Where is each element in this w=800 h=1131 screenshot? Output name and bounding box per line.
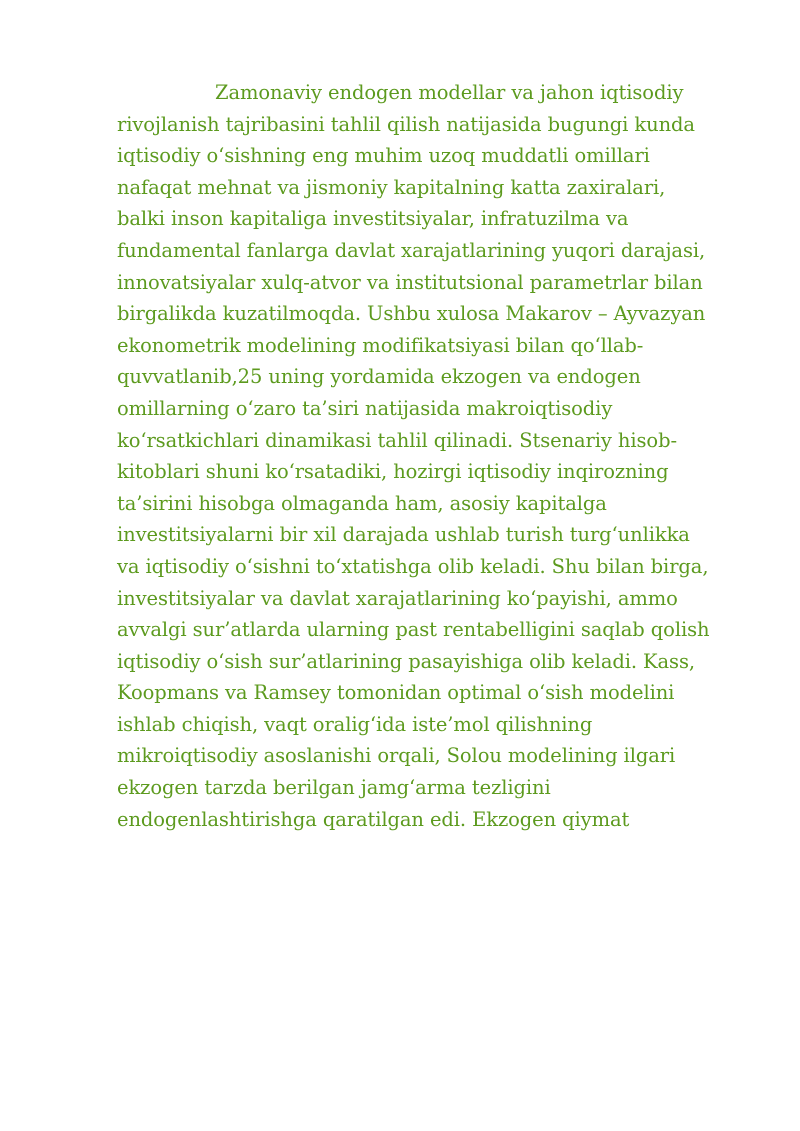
paragraph-line: iqtisodiy o‘sish sur’atlarining pasayishiga olib keladi. Kass, (117, 649, 695, 673)
paragraph-line: investitsiyalarni bir xil darajada ushlab turish turg‘unlikka (117, 523, 690, 547)
paragraph-line: iqtisodiy o‘sishning eng muhim uzoq muddatli omillari (117, 144, 650, 168)
paragraph-line: ekzogen tarzda berilgan jamg‘arma tezligini (117, 776, 551, 800)
paragraph-line: balki inson kapitaliga investitsiyalar, infratuzilma va (117, 207, 629, 231)
paragraph-line: Zamonaviy endogen modellar va jahon iqtisodiy (215, 81, 684, 104)
paragraph-line: kitoblari shuni ko‘rsatadiki, hozirgi iqtisodiy inqirozning (117, 460, 669, 484)
paragraph-line: quvvatlanib,25 uning yordamida ekzogen va endogen (117, 365, 641, 389)
paragraph-line: birgalikda kuzatilmoqda. Ushbu xulosa Makarov – Ayvazyan (117, 302, 706, 326)
paragraph-line: fundamental fanlarga davlat xarajatlarining yuqori darajasi, (117, 238, 706, 262)
paragraph-line: ko‘rsatkichlari dinamikasi tahlil qilinadi. Stsenariy hisob- (117, 428, 677, 452)
body-paragraph (117, 77, 717, 835)
paragraph-line: omillarning o‘zaro ta’siri natijasida makroiqtisodiy (117, 396, 613, 420)
paragraph-line: nafaqat mehnat va jismoniy kapitalning katta zaxiralari, (117, 175, 666, 199)
paragraph-line: ishlab chiqish, vaqt oralig‘ida iste’mol qilishning (117, 712, 593, 736)
paragraph-line: mikroiqtisodiy asoslanishi orqali, Solou modelining ilgari (117, 744, 676, 768)
paragraph-line: investitsiyalar va davlat xarajatlarining ko‘payishi, ammo (117, 586, 678, 610)
paragraph-line: va iqtisodiy o‘sishni to‘xtatishga olib keladi. Shu bilan birga, (117, 554, 709, 578)
paragraph-line: innovatsiyalar xulq-atvor va institutsional parametrlar bilan (117, 270, 703, 294)
paragraph-line: rivojlanish tajribasini tahlil qilish natijasida bugungi kunda (117, 112, 695, 136)
paragraph-line: endogenlashtirishga qaratilgan edi. Ekzogen qiymat (117, 807, 630, 831)
paragraph-line: ta’sirini hisobga olmaganda ham, asosiy kapitalga (117, 491, 607, 515)
paragraph-line: ekonometrik modelining modifikatsiyasi bilan qo‘llab- (117, 333, 644, 357)
paragraph-line: Koopmans va Ramsey tomonidan optimal o‘sish modelini (117, 681, 675, 705)
paragraph-line: avvalgi sur’atlarda ularning past rentabelligini saqlab qolish (117, 618, 710, 642)
